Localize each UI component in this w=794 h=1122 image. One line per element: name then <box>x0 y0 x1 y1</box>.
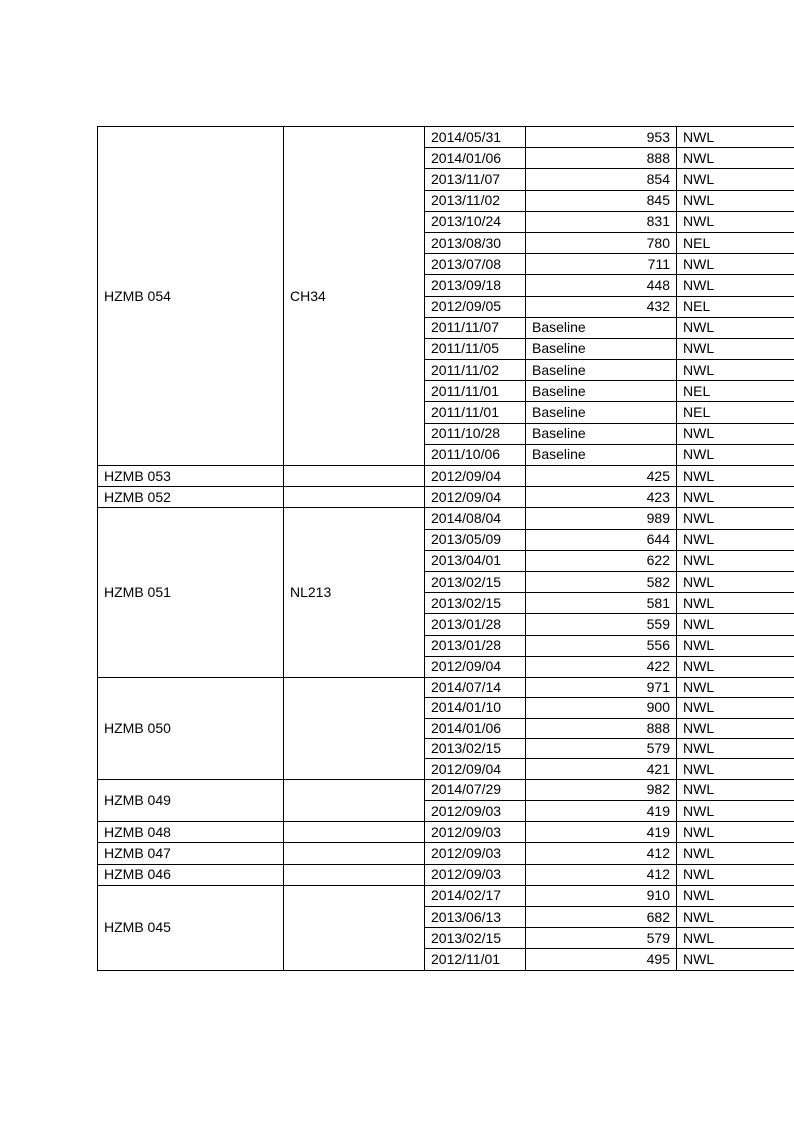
type-cell: NWL <box>677 275 794 296</box>
value-cell: 432 <box>526 296 677 317</box>
station-code-cell: CH34 <box>284 127 425 466</box>
value-cell: 421 <box>526 759 677 779</box>
table-row <box>98 779 794 800</box>
date-cell: 2011/11/01 <box>425 381 526 402</box>
type-cell: NWL <box>677 759 794 779</box>
station-id-cell: HZMB 050 <box>98 677 284 779</box>
value-cell: 495 <box>526 949 677 970</box>
station-code-cell: NL213 <box>284 508 425 678</box>
date-cell: 2012/09/03 <box>425 801 526 822</box>
value-cell: 982 <box>526 779 677 800</box>
station-id-cell: HZMB 053 <box>98 466 284 487</box>
date-cell: 2013/05/09 <box>425 529 526 550</box>
record-group <box>98 127 794 466</box>
value-cell: 845 <box>526 190 677 211</box>
type-cell: NWL <box>677 444 794 465</box>
value-cell: 682 <box>526 906 677 927</box>
date-cell: 2012/09/04 <box>425 487 526 508</box>
type-cell: NWL <box>677 466 794 487</box>
record-group <box>98 779 794 821</box>
value-cell: 419 <box>526 801 677 822</box>
date-cell: 2013/08/30 <box>425 232 526 253</box>
value-cell: 448 <box>526 275 677 296</box>
type-cell: NWL <box>677 656 794 677</box>
value-cell: 711 <box>526 254 677 275</box>
type-cell: NWL <box>677 718 794 738</box>
date-cell: 2011/11/02 <box>425 360 526 381</box>
type-cell: NWL <box>677 254 794 275</box>
station-code-cell <box>284 779 425 821</box>
baseline-label-cell: Baseline <box>526 338 677 359</box>
value-cell: 579 <box>526 928 677 949</box>
date-cell: 2013/11/07 <box>425 169 526 190</box>
station-id-cell: HZMB 049 <box>98 779 284 821</box>
type-cell: NWL <box>677 169 794 190</box>
date-cell: 2014/01/06 <box>425 718 526 738</box>
type-cell: NWL <box>677 487 794 508</box>
date-cell: 2012/09/04 <box>425 759 526 779</box>
record-group <box>98 885 794 970</box>
value-cell: 644 <box>526 529 677 550</box>
record-group <box>98 466 794 487</box>
type-cell: NWL <box>677 822 794 843</box>
value-cell: 989 <box>526 508 677 529</box>
baseline-label-cell: Baseline <box>526 402 677 423</box>
value-cell: 412 <box>526 843 677 864</box>
value-cell: 582 <box>526 571 677 592</box>
record-group <box>98 864 794 885</box>
station-code-cell <box>284 864 425 885</box>
date-cell: 2013/10/24 <box>425 211 526 232</box>
date-cell: 2012/09/05 <box>425 296 526 317</box>
date-cell: 2014/01/10 <box>425 698 526 718</box>
value-cell: 581 <box>526 593 677 614</box>
date-cell: 2011/11/01 <box>425 402 526 423</box>
date-cell: 2012/09/03 <box>425 822 526 843</box>
table-row <box>98 466 794 487</box>
type-cell: NEL <box>677 402 794 423</box>
table-row <box>98 822 794 843</box>
type-cell: NWL <box>677 906 794 927</box>
station-id-cell: HZMB 047 <box>98 843 284 864</box>
date-cell: 2012/11/01 <box>425 949 526 970</box>
date-cell: 2012/09/04 <box>425 466 526 487</box>
type-cell: NWL <box>677 843 794 864</box>
station-id-cell: HZMB 046 <box>98 864 284 885</box>
station-code-cell <box>284 822 425 843</box>
value-cell: 423 <box>526 487 677 508</box>
station-id-cell: HZMB 048 <box>98 822 284 843</box>
date-cell: 2014/07/14 <box>425 677 526 697</box>
record-group <box>98 843 794 864</box>
value-cell: 780 <box>526 232 677 253</box>
date-cell: 2013/02/15 <box>425 739 526 759</box>
value-cell: 953 <box>526 127 677 148</box>
value-cell: 419 <box>526 822 677 843</box>
date-cell: 2013/06/13 <box>425 906 526 927</box>
type-cell: NWL <box>677 593 794 614</box>
date-cell: 2011/10/28 <box>425 423 526 444</box>
type-cell: NWL <box>677 779 794 800</box>
baseline-label-cell: Baseline <box>526 444 677 465</box>
date-cell: 2013/02/15 <box>425 928 526 949</box>
station-id-cell: HZMB 054 <box>98 127 284 466</box>
type-cell: NWL <box>677 677 794 697</box>
station-code-cell <box>284 487 425 508</box>
value-cell: 900 <box>526 698 677 718</box>
station-code-cell <box>284 677 425 779</box>
date-cell: 2014/08/04 <box>425 508 526 529</box>
type-cell: NWL <box>677 739 794 759</box>
date-cell: 2013/02/15 <box>425 571 526 592</box>
date-cell: 2013/09/18 <box>425 275 526 296</box>
record-group <box>98 822 794 843</box>
type-cell: NEL <box>677 232 794 253</box>
type-cell: NEL <box>677 381 794 402</box>
records-table <box>97 126 794 971</box>
value-cell: 622 <box>526 550 677 571</box>
table-row <box>98 508 794 529</box>
value-cell: 854 <box>526 169 677 190</box>
date-cell: 2012/09/03 <box>425 843 526 864</box>
date-cell: 2012/09/04 <box>425 656 526 677</box>
value-cell: 412 <box>526 864 677 885</box>
station-id-cell: HZMB 052 <box>98 487 284 508</box>
date-cell: 2014/01/06 <box>425 148 526 169</box>
value-cell: 559 <box>526 614 677 635</box>
baseline-label-cell: Baseline <box>526 381 677 402</box>
type-cell: NWL <box>677 423 794 444</box>
date-cell: 2013/02/15 <box>425 593 526 614</box>
table-row <box>98 885 794 906</box>
date-cell: 2013/11/02 <box>425 190 526 211</box>
type-cell: NWL <box>677 317 794 338</box>
date-cell: 2013/01/28 <box>425 614 526 635</box>
type-cell: NWL <box>677 614 794 635</box>
type-cell: NWL <box>677 360 794 381</box>
date-cell: 2013/04/01 <box>425 550 526 571</box>
date-cell: 2011/11/05 <box>425 338 526 359</box>
table-row <box>98 864 794 885</box>
type-cell: NWL <box>677 338 794 359</box>
type-cell: NWL <box>677 148 794 169</box>
baseline-label-cell: Baseline <box>526 423 677 444</box>
date-cell: 2014/05/31 <box>425 127 526 148</box>
table-row <box>98 843 794 864</box>
value-cell: 579 <box>526 739 677 759</box>
type-cell: NWL <box>677 571 794 592</box>
value-cell: 971 <box>526 677 677 697</box>
table-row <box>98 487 794 508</box>
value-cell: 910 <box>526 885 677 906</box>
date-cell: 2011/10/06 <box>425 444 526 465</box>
baseline-label-cell: Baseline <box>526 360 677 381</box>
type-cell: NWL <box>677 127 794 148</box>
type-cell: NWL <box>677 801 794 822</box>
type-cell: NWL <box>677 211 794 232</box>
date-cell: 2013/07/08 <box>425 254 526 275</box>
station-id-cell: HZMB 051 <box>98 508 284 678</box>
station-code-cell <box>284 885 425 970</box>
record-group <box>98 677 794 779</box>
type-cell: NEL <box>677 296 794 317</box>
value-cell: 831 <box>526 211 677 232</box>
type-cell: NWL <box>677 885 794 906</box>
value-cell: 556 <box>526 635 677 656</box>
type-cell: NWL <box>677 550 794 571</box>
type-cell: NWL <box>677 635 794 656</box>
date-cell: 2014/02/17 <box>425 885 526 906</box>
type-cell: NWL <box>677 508 794 529</box>
table-row <box>98 677 794 697</box>
table-row <box>98 127 794 148</box>
type-cell: NWL <box>677 864 794 885</box>
date-cell: 2013/01/28 <box>425 635 526 656</box>
station-code-cell <box>284 466 425 487</box>
record-group <box>98 487 794 508</box>
type-cell: NWL <box>677 190 794 211</box>
type-cell: NWL <box>677 698 794 718</box>
station-code-cell <box>284 843 425 864</box>
value-cell: 888 <box>526 148 677 169</box>
station-id-cell: HZMB 045 <box>98 885 284 970</box>
record-group <box>98 508 794 678</box>
value-cell: 425 <box>526 466 677 487</box>
type-cell: NWL <box>677 928 794 949</box>
baseline-label-cell: Baseline <box>526 317 677 338</box>
value-cell: 888 <box>526 718 677 738</box>
date-cell: 2014/07/29 <box>425 779 526 800</box>
date-cell: 2011/11/07 <box>425 317 526 338</box>
value-cell: 422 <box>526 656 677 677</box>
date-cell: 2012/09/03 <box>425 864 526 885</box>
type-cell: NWL <box>677 529 794 550</box>
type-cell: NWL <box>677 949 794 970</box>
